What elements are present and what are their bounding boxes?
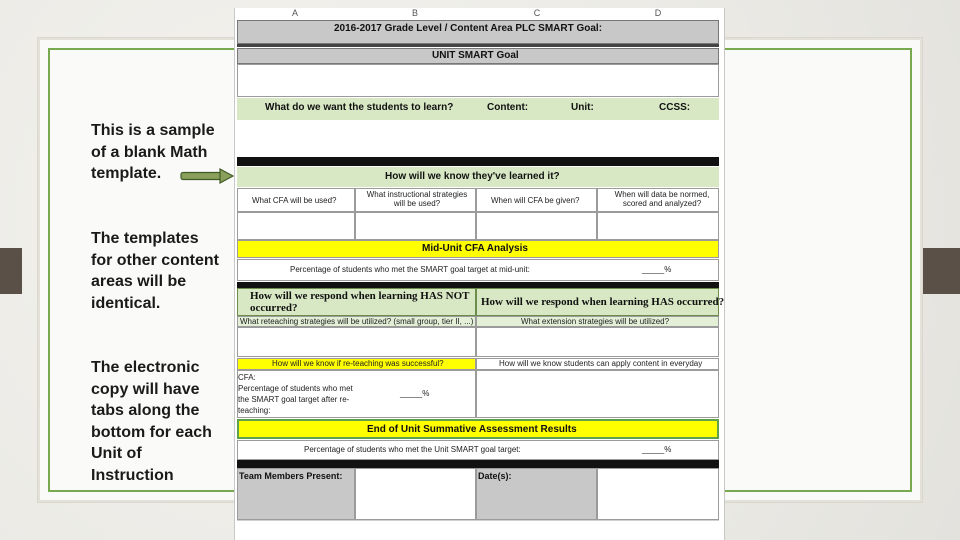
mid-unit-pct-blank[interactable]: _____% bbox=[642, 265, 672, 274]
math-template-document bbox=[234, 8, 725, 540]
team-members-label: Team Members Present: bbox=[239, 471, 343, 481]
column-header-c: C bbox=[533, 8, 541, 18]
summative-pct-label: Percentage of students who met the Unit SMART goal target: bbox=[304, 445, 521, 454]
extension-answer-cell[interactable] bbox=[476, 327, 719, 357]
mid-unit-pct-label: Percentage of students who met the SMART goal target at mid-unit: bbox=[290, 265, 530, 274]
title-divider bbox=[237, 44, 719, 47]
column-header-a: A bbox=[291, 8, 298, 18]
strategies-answer-row bbox=[237, 327, 719, 357]
ccss-label: CCSS: bbox=[659, 102, 691, 113]
dates-label: Date(s): bbox=[478, 471, 512, 481]
team-row bbox=[237, 468, 719, 520]
respond-has-heading: How will we respond when learning HAS occurred? bbox=[481, 296, 725, 308]
cfa-given-answer-cell[interactable] bbox=[476, 212, 597, 240]
team-members-input[interactable] bbox=[355, 468, 476, 520]
learn-input-area[interactable] bbox=[237, 120, 719, 156]
know-heading: How will we know they've learned it? bbox=[385, 171, 560, 182]
apply-content-label: How will we know students can apply content in everyday bbox=[499, 359, 703, 368]
note-paragraph-1: This is a sample of a blank Math template. bbox=[91, 122, 215, 182]
reteach-strategies-label: What reteaching strategies will be utilized? (small group, tier II, ...) bbox=[240, 317, 474, 326]
column-header-b: B bbox=[411, 8, 418, 18]
unit-label: Unit: bbox=[571, 102, 594, 113]
cfa-answer-cell[interactable] bbox=[237, 212, 355, 240]
extension-strategies-label: What extension strategies will be utilized? bbox=[521, 317, 670, 326]
success-row bbox=[237, 358, 719, 370]
summative-heading: End of Unit Summative Assessment Results bbox=[367, 424, 577, 435]
unit-smart-goal-input[interactable] bbox=[237, 64, 719, 97]
note-paragraph-3: The electronic copy will have tabs along the bottom for each Unit of Instruction bbox=[91, 359, 212, 484]
note-paragraph-2: The templates for other content areas will be identical. bbox=[91, 230, 219, 312]
unit-smart-goal-row bbox=[237, 48, 719, 64]
dates-input[interactable] bbox=[597, 468, 719, 520]
column-header-d: D bbox=[654, 8, 662, 18]
normed-question: When will data be normed, scored and analyzed? bbox=[614, 190, 710, 208]
cfa-question: What CFA will be used? bbox=[252, 196, 337, 205]
empty-sheet-row bbox=[237, 520, 719, 540]
mid-unit-pct-row bbox=[237, 259, 719, 281]
content-label: Content: bbox=[487, 102, 529, 113]
summative-pct-row bbox=[237, 440, 719, 460]
unit-smart-goal-label: UNIT SMART Goal bbox=[432, 50, 519, 61]
normed-answer-cell[interactable] bbox=[597, 212, 719, 240]
know-questions-row bbox=[237, 188, 719, 212]
cfa-given-question: When will CFA be given? bbox=[491, 196, 580, 205]
left-accent-bar bbox=[0, 248, 22, 294]
cfa-label: CFA: bbox=[238, 373, 256, 382]
section-divider-1 bbox=[237, 157, 719, 166]
title-row bbox=[237, 20, 719, 44]
after-reteach-row bbox=[237, 370, 719, 418]
pct-after-reteach-blank[interactable]: _____% bbox=[400, 389, 430, 398]
reteach-success-label: How will we know if re-teaching was successful? bbox=[272, 359, 444, 368]
mid-unit-heading-row bbox=[237, 240, 719, 258]
respond-not-heading: How will we respond when learning HAS NOT occurred? bbox=[250, 290, 470, 314]
right-arrow-icon bbox=[180, 168, 234, 184]
apply-content-answer-cell[interactable] bbox=[476, 370, 719, 418]
summative-heading-row bbox=[237, 419, 719, 439]
learn-question: What do we want the students to learn? bbox=[265, 102, 454, 113]
mid-unit-heading: Mid-Unit CFA Analysis bbox=[422, 243, 528, 254]
pct-after-reteach-label: Percentage of students who met the SMART goal target after re-teaching: bbox=[238, 384, 353, 415]
summative-pct-blank[interactable]: _____% bbox=[642, 445, 672, 454]
strategies-row bbox=[237, 316, 719, 327]
learn-row bbox=[237, 98, 719, 120]
know-answers-row bbox=[237, 212, 719, 240]
section-divider-3 bbox=[237, 460, 719, 468]
strategies-answer-cell[interactable] bbox=[355, 212, 476, 240]
strategies-question: What instructional strategies will be used? bbox=[366, 190, 468, 208]
know-heading-row bbox=[237, 167, 719, 187]
respond-heading-row bbox=[237, 288, 725, 316]
template-title: 2016-2017 Grade Level / Content Area PLC SMART Goal: bbox=[334, 23, 603, 34]
reteach-answer-cell[interactable] bbox=[237, 327, 476, 357]
